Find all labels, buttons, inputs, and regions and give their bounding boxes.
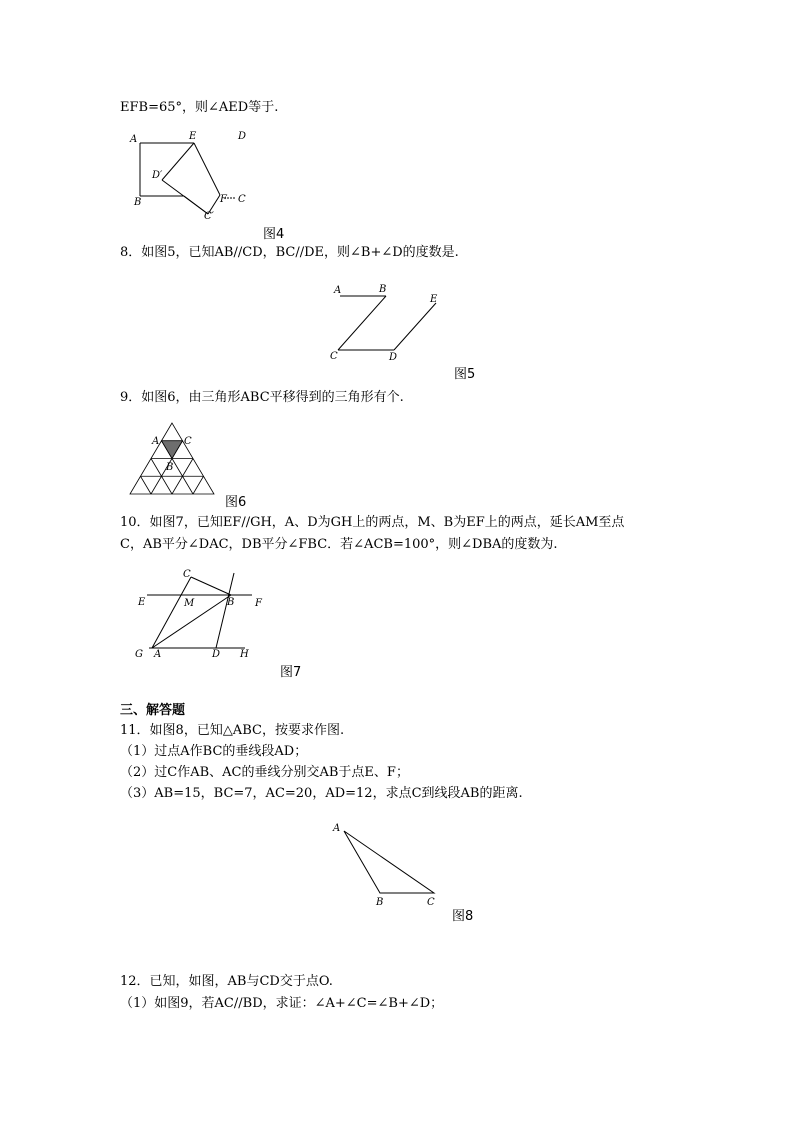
section-heading-answers: 三、解答题 — [120, 703, 186, 718]
fig7-label-c: C — [183, 569, 191, 580]
question-11-part-1: （1）过点A作BC的垂线段AD； — [120, 744, 308, 759]
fig7-label-e: E — [138, 597, 146, 608]
text-line-angle-aed: EFB=65°，则∠AED等于. — [120, 100, 279, 115]
fig5-label-a: A — [334, 285, 342, 296]
fig4-label-e: E — [189, 131, 197, 142]
fig7-label-g: G — [135, 649, 143, 660]
question-10-line-1: 10．如图7，已知EF//GH，A、D为GH上的两点，M、B为EF上的两点，延长AM至点 — [120, 515, 625, 530]
fig4-label-d-prime: D′ — [152, 170, 163, 181]
fig8-label-c: C — [427, 897, 435, 908]
figure-7 — [130, 565, 270, 665]
figure-5 — [326, 282, 451, 367]
fig4-label-c-prime: C′ — [204, 211, 214, 222]
figure-8 — [328, 815, 448, 910]
fig7-label-h: H — [240, 649, 249, 660]
fig4-label-b: B — [134, 197, 142, 208]
caption-fig5: 图5 — [454, 367, 476, 382]
shaded-triangle-abc — [162, 441, 183, 459]
fig8-label-b: B — [376, 897, 384, 908]
caption-fig8: 图8 — [452, 909, 474, 924]
fig7-label-d: D — [212, 649, 221, 660]
question-10-line-2: C，AB平分∠DAC，DB平分∠FBC．若∠ACB=100°，则∠DBA的度数为. — [120, 537, 558, 552]
fig4-label-a: A — [130, 134, 138, 145]
fig6-label-b: B — [166, 462, 174, 473]
fig4-label-d: D — [238, 131, 247, 142]
question-12: 12．已知，如图，AB与CD交于点O. — [120, 974, 333, 989]
fig5-label-b: B — [379, 284, 387, 295]
figure-6 — [126, 420, 226, 500]
fig6-label-a: A — [152, 436, 160, 447]
caption-fig6: 图6 — [225, 495, 247, 510]
fig5-label-e: E — [430, 294, 438, 305]
fig4-label-f: F — [220, 194, 227, 205]
question-12-part-1: （1）如图9，若AC//BD，求证：∠A+∠C=∠B+∠D； — [120, 996, 444, 1011]
fig8-label-a: A — [333, 823, 341, 834]
fig7-label-f: F — [255, 598, 262, 609]
question-8: 8．如图5，已知AB//CD，BC//DE，则∠B+∠D的度数是. — [120, 245, 459, 260]
caption-fig7: 图7 — [280, 665, 302, 680]
fig7-label-m: M — [184, 598, 195, 609]
fig5-label-d: D — [389, 352, 398, 363]
fig7-label-a: A — [154, 649, 162, 660]
question-9: 9．如图6，由三角形ABC平移得到的三角形有个. — [120, 390, 404, 405]
question-11-part-2: （2）过C作AB、AC的垂线分别交AB于点E、F； — [120, 765, 409, 780]
question-11-part-3: （3）AB=15，BC=7，AC=20，AD=12，求点C到线段AB的距离. — [120, 786, 523, 801]
fig4-label-c: C — [238, 194, 246, 205]
figure-4 — [128, 125, 268, 225]
question-11: 11．如图8，已知△ABC，按要求作图. — [120, 723, 345, 738]
fig6-label-c: C — [184, 436, 192, 447]
fig7-label-b: B — [227, 597, 235, 608]
caption-fig4: 图4 — [263, 227, 285, 242]
fig5-label-c: C — [330, 351, 338, 362]
